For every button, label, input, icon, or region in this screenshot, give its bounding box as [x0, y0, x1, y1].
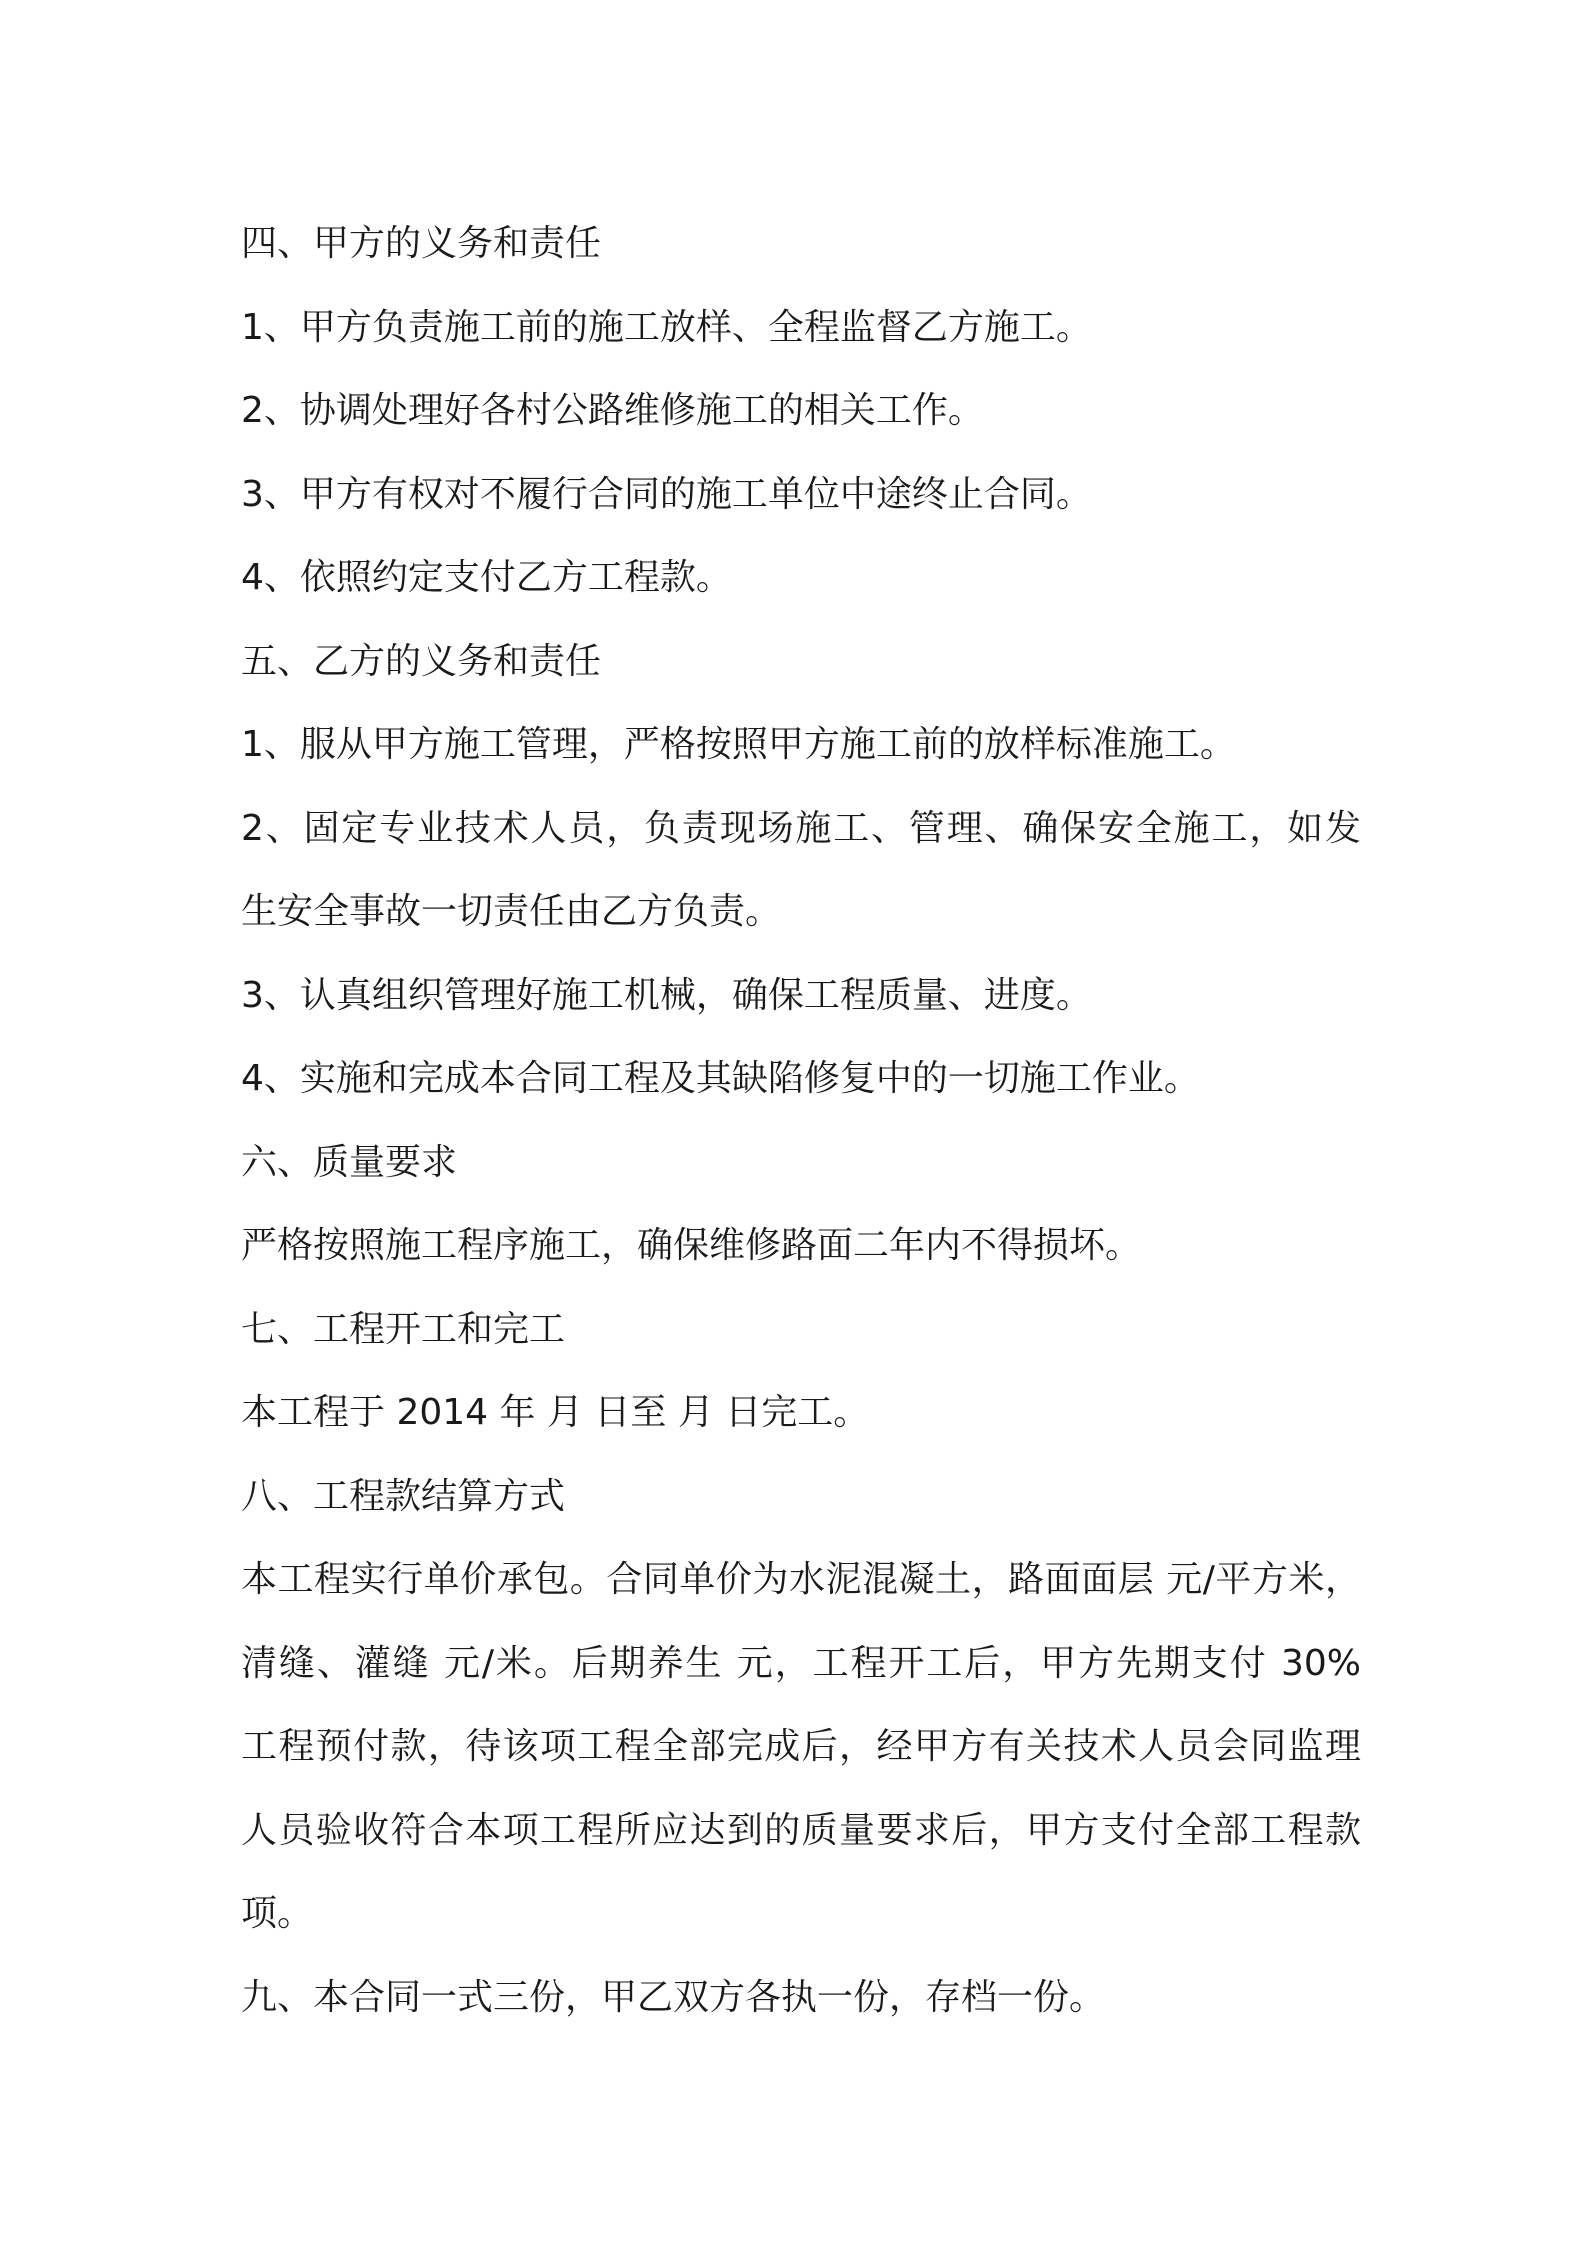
- section-heading-6: 六、质量要求: [241, 1141, 458, 1183]
- section-heading-8: 八、工程款结算方式: [241, 1475, 566, 1517]
- clause-4-2: 2、协调处理好各村公路维修施工的相关工作。: [241, 390, 984, 431]
- clause-4-1: 1、甲方负责施工前的施工放样、全程监督乙方施工。: [241, 306, 1092, 348]
- quality-requirement-text: 严格按照施工程序施工，确保维修路面二年内不得损坏。: [241, 1225, 1142, 1266]
- clause-5-2-line-2: 生安全事故一切责任由乙方负责。: [241, 891, 782, 932]
- payment-text-line-3: 工程预付款，待该项工程全部完成后，经甲方有关技术人员会同监理: [241, 1726, 1361, 1767]
- clause-5-4: 4、实施和完成本合同工程及其缺陷修复中的一切施工作业。: [241, 1058, 1200, 1099]
- section-heading-9: 九、本合同一式三份，甲乙双方各执一份，存档一份。: [241, 1976, 1106, 2018]
- payment-text-line-4: 人员验收符合本项工程所应达到的质量要求后，甲方支付全部工程款: [241, 1809, 1361, 1851]
- schedule-text: 本工程于 2014 年 月 日至 月 日完工。: [241, 1392, 870, 1433]
- clause-5-3: 3、认真组织管理好施工机械，确保工程质量、进度。: [241, 974, 1092, 1016]
- section-heading-5: 五、乙方的义务和责任: [241, 640, 602, 682]
- contract-body: [241, 202, 1361, 2039]
- clause-5-2-line-1: 2、固定专业技术人员，负责现场施工、管理、确保安全施工，如发: [241, 807, 1361, 849]
- section-heading-7: 七、工程开工和完工: [241, 1308, 566, 1350]
- clause-4-3: 3、甲方有权对不履行合同的施工单位中途终止合同。: [241, 473, 1092, 515]
- payment-text-line-5: 项。: [241, 1893, 314, 1934]
- payment-text-line-2: 清缝、灌缝 元/米。后期养生 元，工程开工后，甲方先期支付 30%: [241, 1642, 1361, 1684]
- section-heading-4: 四、甲方的义务和责任: [241, 223, 602, 264]
- clause-5-1: 1、服从甲方施工管理，严格按照甲方施工前的放样标准施工。: [241, 724, 1236, 765]
- clause-4-4: 4、依照约定支付乙方工程款。: [241, 557, 732, 598]
- payment-text-line-1: 本工程实行单价承包。合同单价为水泥混凝土，路面面层 元/平方米，: [241, 1559, 1361, 1600]
